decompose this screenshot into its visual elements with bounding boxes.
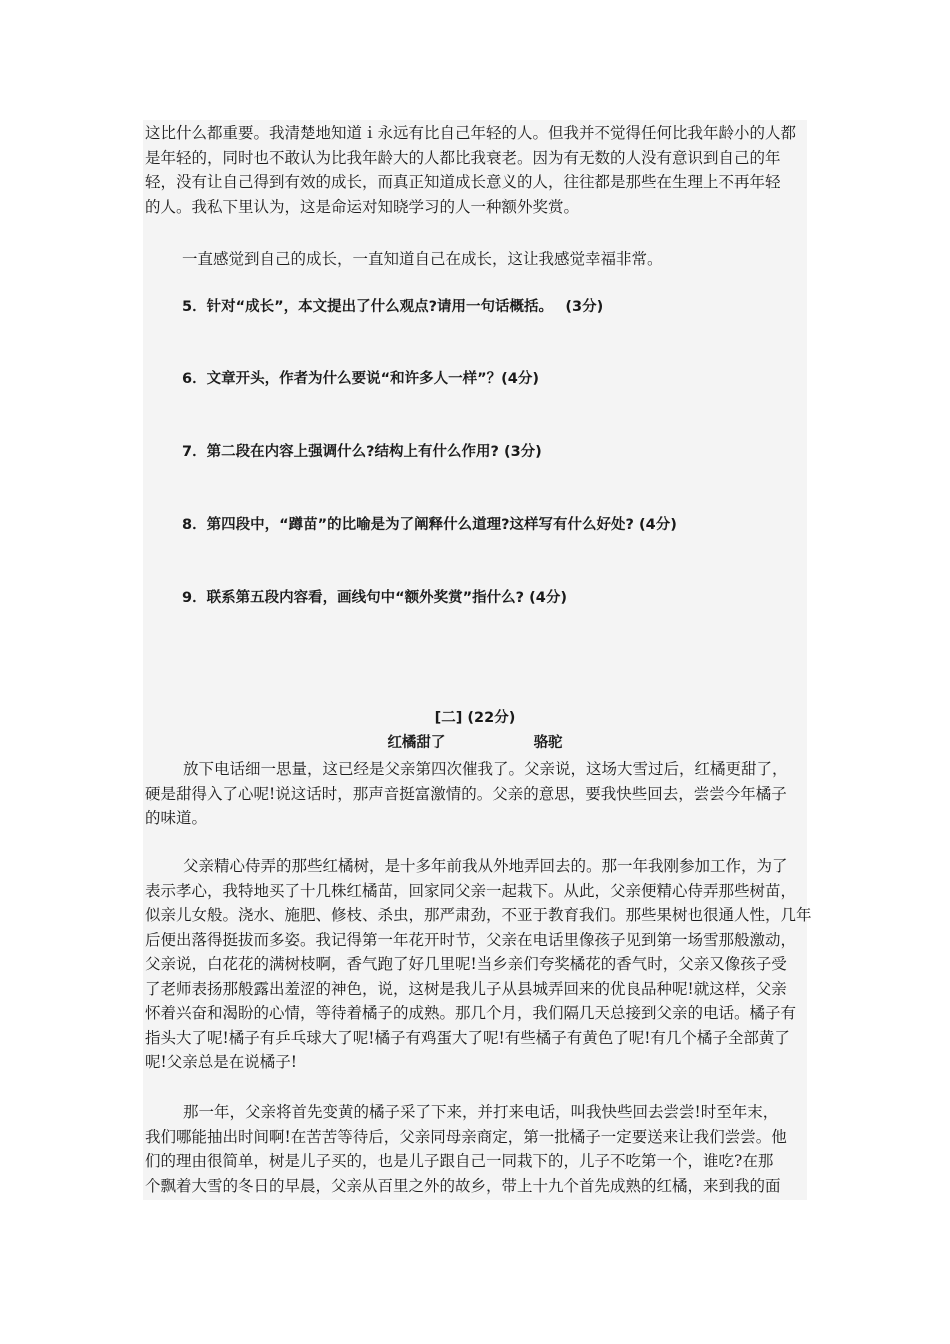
text-line: 似亲儿女般。浇水、施肥、修枝、杀虫，那严肃劲，不亚于教育我们。那些果树也很通人性，几年 bbox=[145, 906, 812, 924]
article-title-row bbox=[143, 732, 807, 754]
passage2-paragraph-1 bbox=[145, 757, 805, 831]
text-line: 了老师表扬那般露出羞涩的神色，说，这树是我儿子从县城弄回来的优良品种呢!就这样，父亲 bbox=[145, 979, 787, 998]
question-5: 5．针对“成长”，本文提出了什么观点?请用一句话概括。 (3分) bbox=[182, 299, 604, 315]
question-6: 6．文章开头，作者为什么要说“和许多人一样”？(4分) bbox=[182, 371, 539, 387]
text-line: 轻，没有让自己得到有效的成长，而真正知道成长意义的人，往往都是那些在生理上不再年轻 bbox=[145, 173, 781, 191]
question-8: 8．第四段中，“蹲苗”的比喻是为了阐释什么道理?这样写有什么好处? (4分) bbox=[182, 517, 677, 533]
text-line: 硬是甜得入了心呢!说这话时，那声音挺富激情的。父亲的意思，要我快些回去，尝尝今年橘子 bbox=[145, 784, 787, 803]
section-heading: [二] (22分) bbox=[434, 710, 516, 726]
passage2-paragraph-2 bbox=[145, 854, 812, 1075]
text-line: 的味道。 bbox=[145, 809, 208, 827]
text-line: 怀着兴奋和渴盼的心情，等待着橘子的成熟。那几个月，我们隔几天总接到父亲的电话。橘子有 bbox=[145, 1004, 797, 1022]
text-line: 表示孝心，我特地买了十几株红橘苗，回家同父亲一起栽下。从此，父亲便精心侍弄那些树苗， bbox=[145, 881, 797, 900]
text-line: 那一年，父亲将首先变黄的橘子采了下来，并打来电话，叫我快些回去尝尝!时至年末， bbox=[183, 1103, 779, 1121]
article-author: 骆驼 bbox=[533, 735, 563, 751]
text-line: 们的理由很简单，树是儿子买的，也是儿子跟自己一同栽下的，儿子不吃第一个，谁吃?在那 bbox=[145, 1152, 774, 1170]
text-line: 父亲精心侍弄的那些红橘树，是十多年前我从外地弄回去的。那一年我刚参加工作，为了 bbox=[183, 857, 788, 875]
text-line: 是年轻的，同时也不敢认为比我年龄大的人都比我衰老。因为有无数的人没有意识到自己的年 bbox=[145, 148, 781, 167]
text-line: 后便出落得挺拔而多姿。我记得第一年花开时节，父亲在电话里像孩子见到第一场雪那般激动， bbox=[145, 930, 797, 949]
passage1-last-paragraph: 一直感觉到自己的成长，一直知道自己在成长，这让我感觉幸福非常。 bbox=[182, 250, 663, 268]
text-line: 指头大了呢!橘子有乒乓球大了呢!橘子有鸡蛋大了呢!有些橘子有黄色了呢!有几个橘子全部黄了 bbox=[145, 1028, 790, 1047]
text-line: 我们哪能抽出时间啊!在苦苦等待后，父亲同母亲商定，第一批橘子一定要送来让我们尝尝。他 bbox=[145, 1127, 787, 1146]
text-line: 这比什么都重要。我清楚地知道ｉ永远有比自己年轻的人。但我并不觉得任何比我年龄小的人都 bbox=[145, 124, 797, 142]
text-line: 呢!父亲总是在说橘子! bbox=[145, 1053, 297, 1071]
passage2-paragraph-3 bbox=[145, 1100, 805, 1198]
article-title: 红橘甜了 bbox=[387, 735, 446, 751]
question-9: 9．联系第五段内容看，画线句中“额外奖赏”指什么? (4分) bbox=[182, 590, 567, 606]
text-line: 个飘着大雪的冬日的早晨，父亲从百里之外的故乡，带上十九个首先成熟的红橘，来到我的面 bbox=[145, 1176, 781, 1195]
text-line: 的人。我私下里认为，这是命运对知晓学习的人一种额外奖赏。 bbox=[145, 197, 580, 216]
question-7: 7．第二段在内容上强调什么?结构上有什么作用? (3分) bbox=[182, 444, 542, 460]
passage1-paragraph bbox=[145, 121, 805, 219]
text-line: 放下电话细一思量，这已经是父亲第四次催我了。父亲说，这场大雪过后，红橘更甜了， bbox=[183, 760, 788, 778]
text-line: 父亲说，白花花的满树枝啊，香气跑了好几里呢!当乡亲们夸奖橘花的香气时，父亲又像孩子受 bbox=[145, 955, 787, 973]
